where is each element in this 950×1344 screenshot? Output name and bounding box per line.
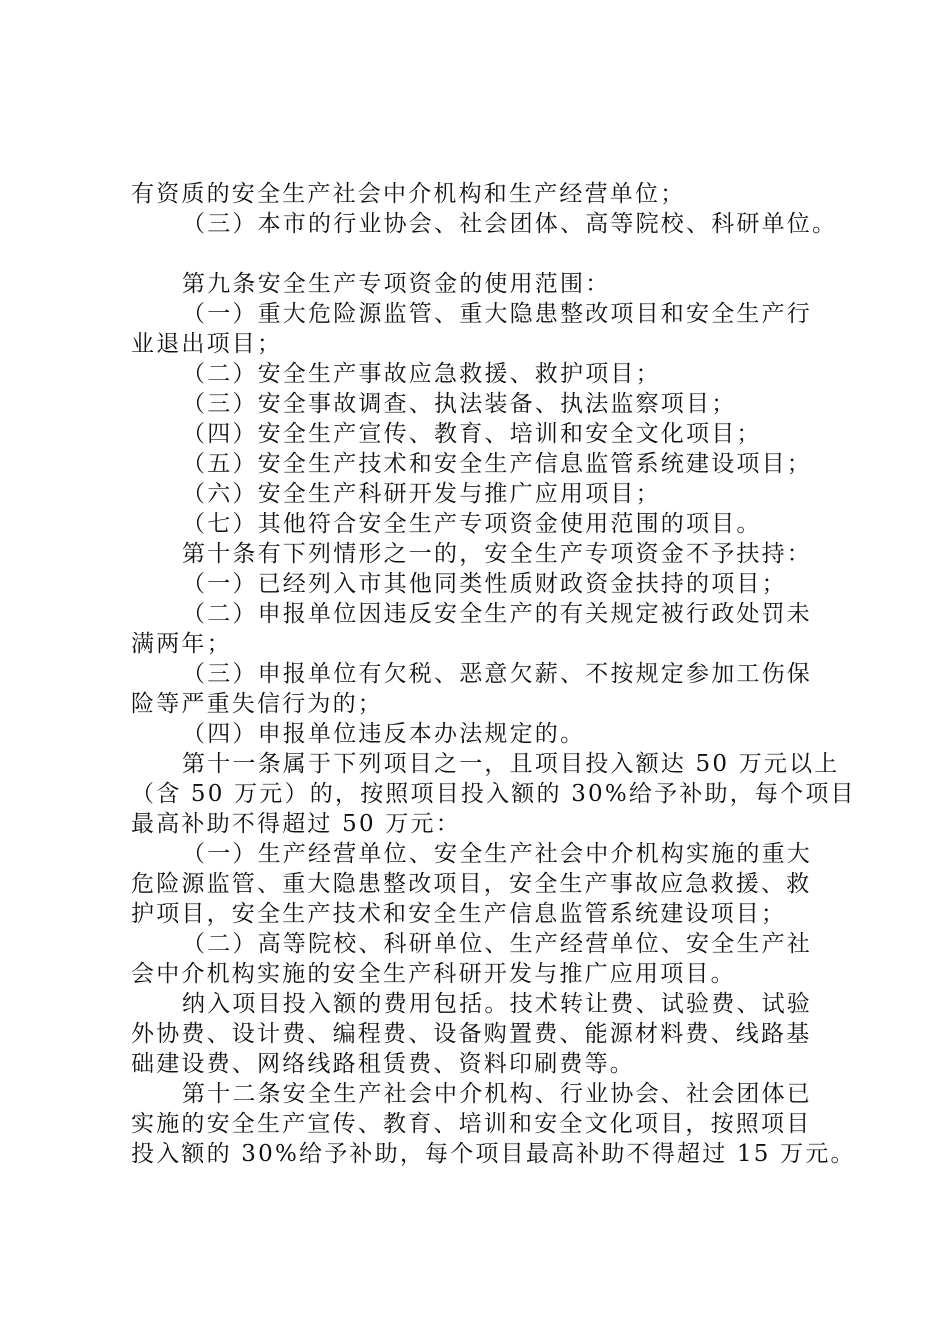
text-line: （六）安全生产科研开发与推广应用项目； — [182, 481, 661, 507]
text-line: （一）已经列入市其他同类性质财政资金扶持的项目； — [182, 571, 787, 597]
text-line: （三）申报单位有欠税、恶意欠薪、不按规定参加工伤保 — [182, 661, 812, 687]
text-line: 满两年； — [131, 631, 232, 657]
text-line: （五）安全生产技术和安全生产信息监管系统建设项目； — [182, 451, 812, 477]
text-line: 护项目，安全生产技术和安全生产信息监管系统建设项目； — [131, 901, 787, 927]
text-line: 第十二条安全生产社会中介机构、行业协会、社会团体已 — [182, 1081, 812, 1107]
text-line: （二）申报单位因违反安全生产的有关规定被行政处罚未 — [182, 601, 812, 627]
text-line: 础建设费、网络线路租赁费、资料印刷费等。 — [131, 1051, 635, 1077]
text-line: （一）重大危险源监管、重大隐患整改项目和安全生产行 — [182, 301, 812, 327]
text-line: 第十一条属于下列项目之一，且项目投入额达 50 万元以上 — [182, 751, 840, 777]
text-line: 投入额的 30%给予补助，每个项目最高补助不得超过 15 万元。 — [131, 1141, 856, 1167]
text-line: （二）安全生产事故应急救援、救护项目； — [182, 361, 661, 387]
text-line: 会中介机构实施的安全生产科研开发与推广应用项目。 — [131, 961, 736, 987]
text-line: （三）本市的行业协会、社会团体、高等院校、科研单位。 — [182, 211, 838, 237]
text-line: （三）安全事故调查、执法装备、执法监察项目； — [182, 391, 737, 417]
text-line: 业退出项目； — [131, 331, 283, 357]
text-line: （四）安全生产宣传、教育、培训和安全文化项目； — [182, 421, 762, 447]
text-line: 实施的安全生产宣传、教育、培训和安全文化项目，按照项目 — [131, 1111, 812, 1137]
text-line: 险等严重失信行为的； — [131, 691, 383, 717]
text-line: 有资质的安全生产社会中介机构和生产经营单位； — [131, 181, 686, 207]
text-line: 外协费、设计费、编程费、设备购置费、能源材料费、线路基 — [131, 1021, 812, 1047]
text-line: 危险源监管、重大隐患整改项目，安全生产事故应急救援、救 — [131, 871, 812, 897]
text-line: 纳入项目投入额的费用包括。技术转让费、试验费、试验 — [182, 991, 812, 1017]
text-line: （一）生产经营单位、安全生产社会中介机构实施的重大 — [182, 841, 812, 867]
text-line: （四）申报单位违反本办法规定的。 — [182, 721, 586, 747]
text-line: （含 50 万元）的，按照项目投入额的 30%给予补助，每个项目 — [131, 781, 856, 807]
text-line: 最高补助不得超过 50 万元： — [131, 811, 461, 837]
text-line: （二）高等院校、科研单位、生产经营单位、安全生产社 — [182, 931, 812, 957]
text-line: （七）其他符合安全生产专项资金使用范围的项目。 — [182, 511, 762, 537]
text-line: 第九条安全生产专项资金的使用范围： — [182, 271, 611, 297]
text-line: 第十条有下列情形之一的，安全生产专项资金不予扶持： — [182, 541, 812, 567]
